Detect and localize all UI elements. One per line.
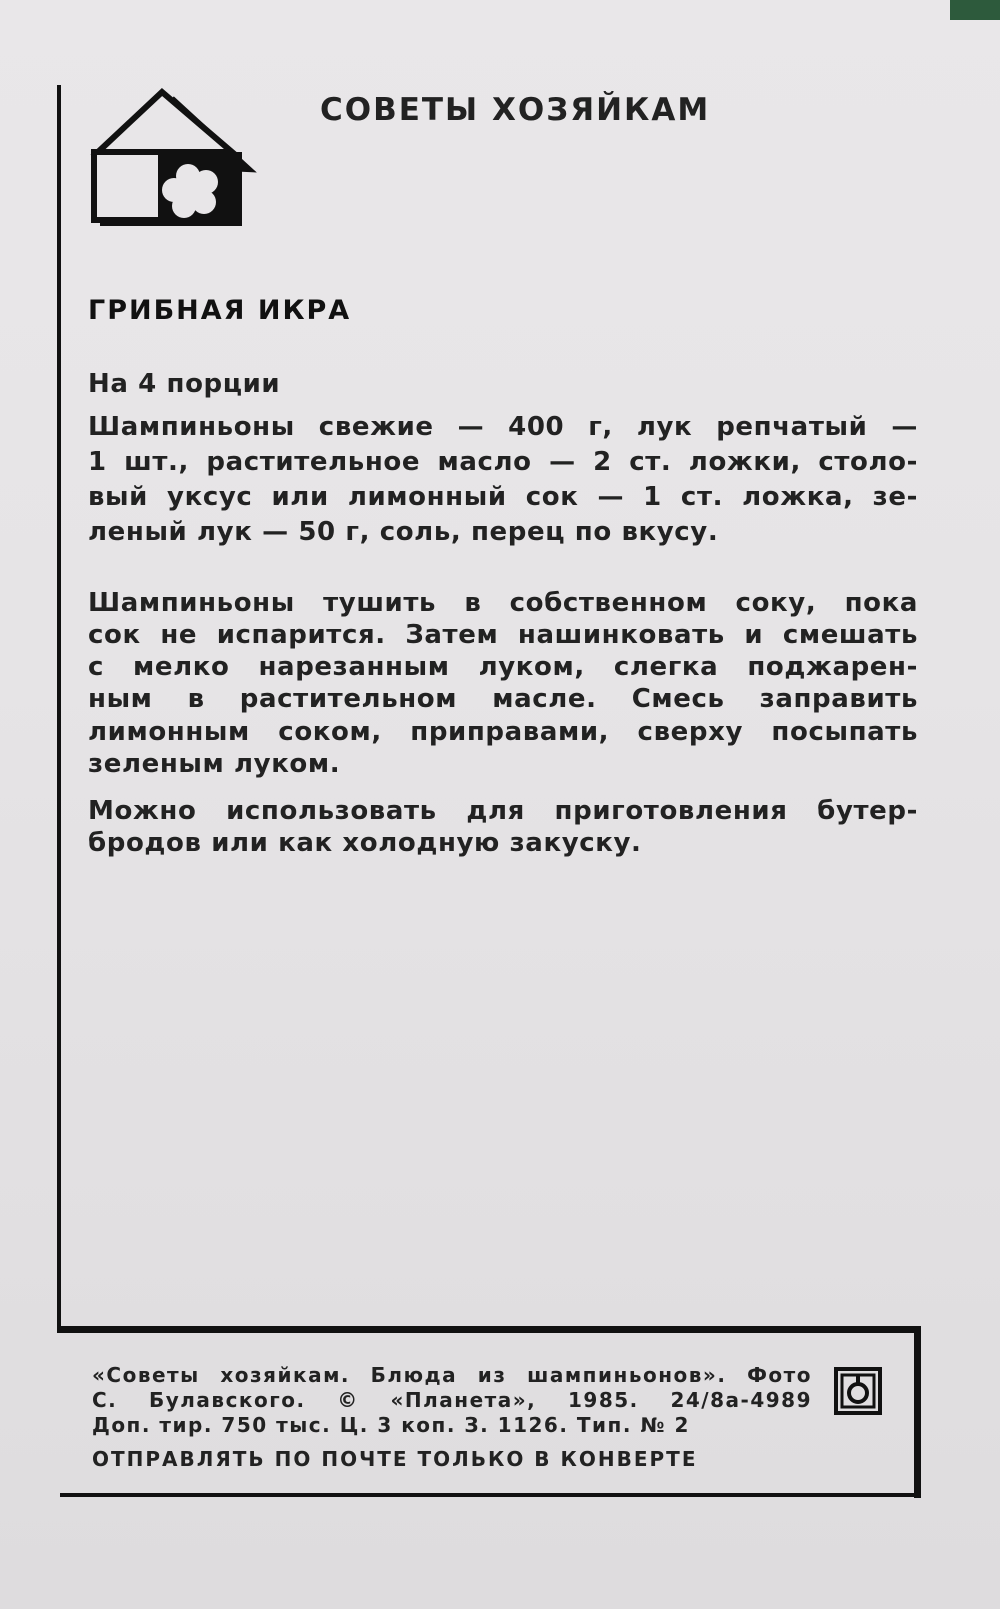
imprint-line: Доп. тир. 750 тыс. Ц. 3 коп. З. 1126. Тип. № 2: [92, 1413, 690, 1437]
method-line: зеленым луком.: [88, 749, 341, 779]
imprint-line: «Советы хозяйкам. Блюда из шампиньонов». Фото: [92, 1363, 812, 1387]
ingredients-line: 1 шт., растительное масло — 2 ст. ложки, столо-: [88, 447, 918, 477]
ingredients-line: Шампиньоны свежие — 400 г, лук репчатый —: [88, 412, 918, 442]
method-line: бродов или как холодную закуску.: [88, 828, 642, 858]
frame-right-border: [914, 1326, 921, 1498]
mailing-notice: ОТПРАВЛЯТЬ ПО ПОЧТЕ ТОЛЬКО В КОНВЕРТЕ: [92, 1447, 698, 1471]
method-line: ным в растительном масле. Смесь заправить: [88, 684, 918, 714]
method-line: с мелко нарезанным луком, слегка поджарен-: [88, 652, 918, 682]
imprint-line: С. Булавского. © «Планета», 1985. 24/8а-4989: [92, 1388, 812, 1412]
method-line: Можно использовать для приготовления бутер-: [88, 796, 918, 826]
ingredients-line: вый уксус или лимонный сок — 1 ст. ложка, зе-: [88, 482, 918, 512]
house-flower-icon: [88, 84, 258, 244]
method-line: Шампиньоны тушить в собственном соку, пока: [88, 588, 918, 618]
background-green-edge: [950, 0, 1000, 20]
method-line: лимонным соком, приправами, сверху посыпать: [88, 717, 918, 747]
frame-base-border: [60, 1493, 921, 1497]
frame-left-border: [57, 85, 61, 1330]
ingredients-line: леный лук — 50 г, соль, перец по вкусу.: [88, 517, 719, 547]
recipe-portions: На 4 порции: [88, 369, 281, 399]
recipe-title: ГРИБНАЯ ИКРА: [88, 295, 352, 326]
planeta-logo-icon: [833, 1366, 883, 1416]
series-title: СОВЕТЫ ХОЗЯЙКАМ: [320, 92, 711, 128]
frame-bottom-border: [57, 1326, 921, 1333]
method-line: сок не испарится. Затем нашинковать и смешать: [88, 620, 918, 650]
